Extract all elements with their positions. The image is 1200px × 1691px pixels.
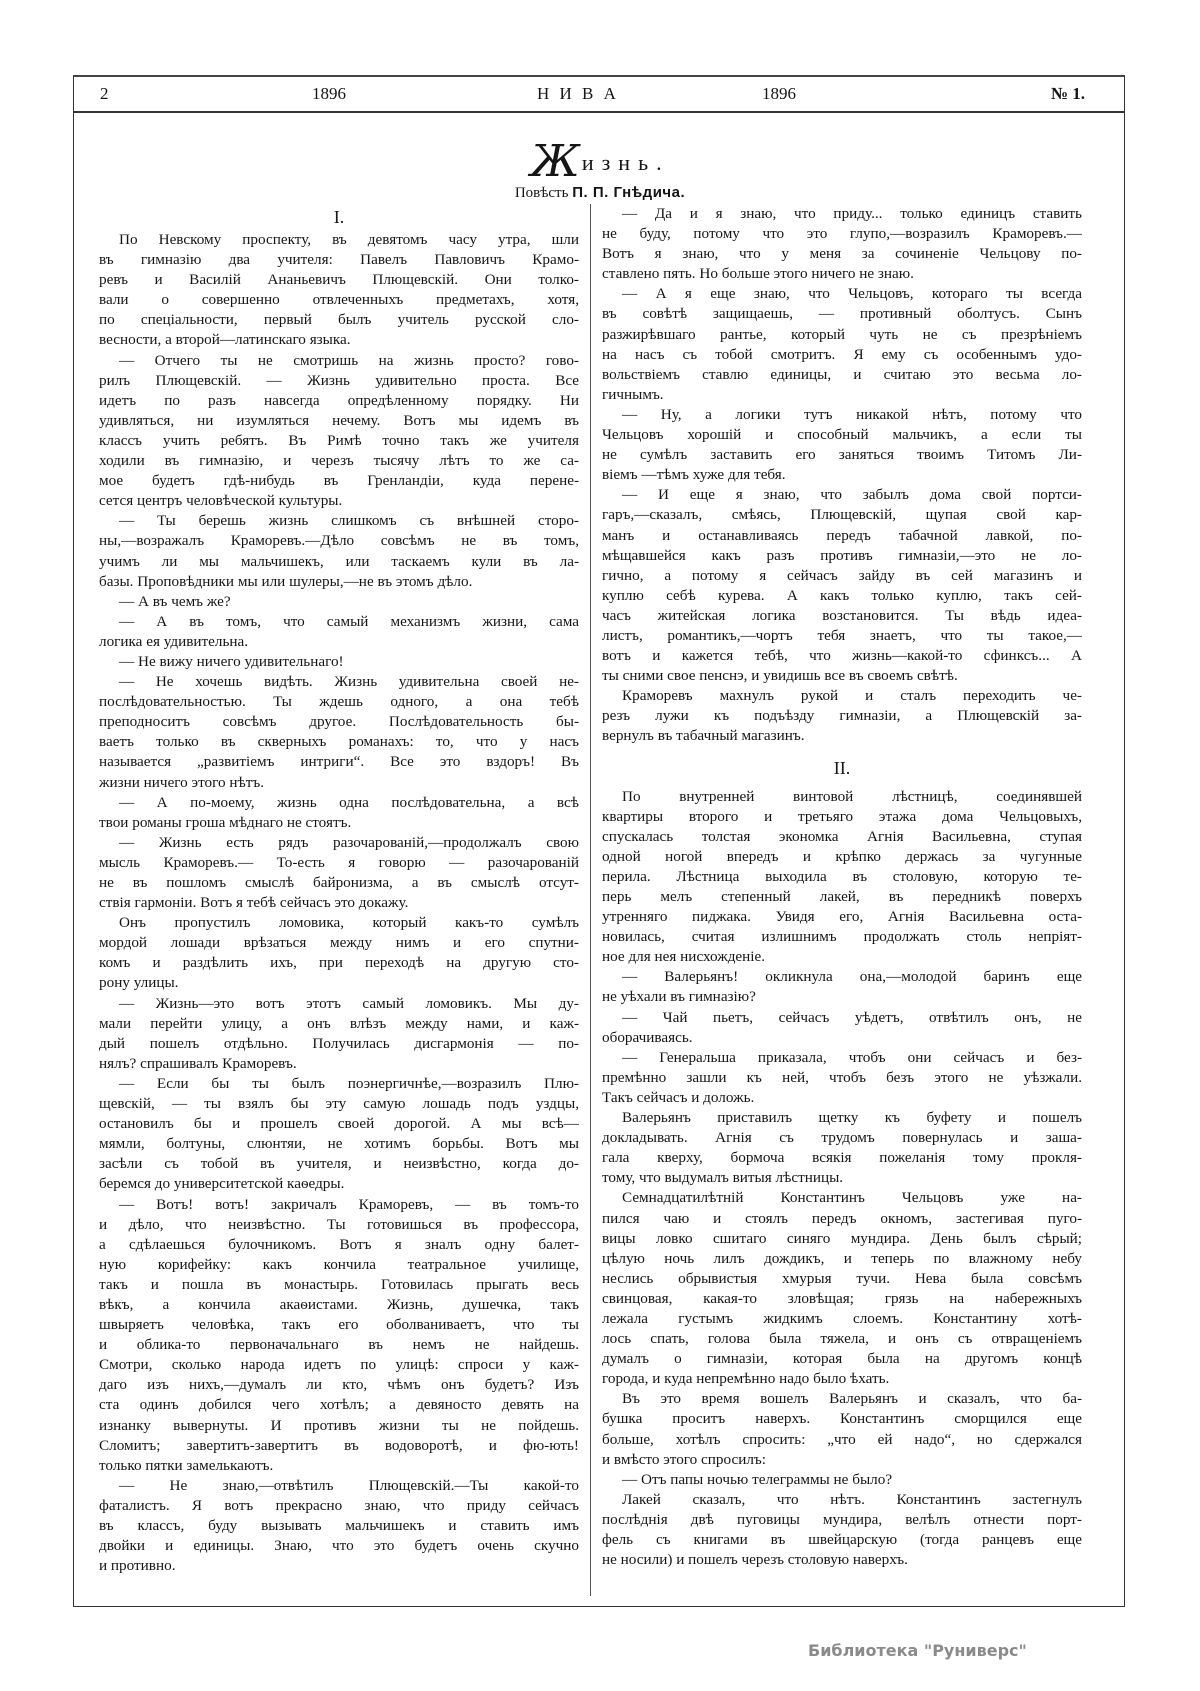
text-line: — И еще я знаю, что забылъ дома свой портси- [622,486,1082,504]
library-watermark: Библиотека "Руниверс" [808,1641,1027,1660]
text-line: манъ и останавливаясь передъ табачной лавкой, по- [602,526,1082,544]
header-rule [73,111,1125,113]
text-line: гичнымъ. [602,385,664,403]
text-line: рону улицы. [99,974,179,992]
text-line: — Отчего ты не смотришь на жизнь просто? гово- [119,351,579,369]
text-line: твои романы гроша мѣднаго не стоятъ. [99,813,352,831]
text-line: учимъ ли мы мальчишекъ, или таскаемъ кули въ ла- [99,552,579,570]
text-line: новилась, считая излишнимъ продолжать столь непріят- [602,928,1082,946]
text-line: швыряетъ человѣка, такъ его оболваниваетъ, что ты [99,1316,579,1334]
paragraph [602,1188,1082,1389]
text-line: мѣщавшейся какъ разъ противъ гимназіи,—это не ло- [602,546,1082,564]
section-heading-1: I. [333,207,345,227]
text-line: называется „развитіемъ интриги“. Все это вздоръ! Въ [99,753,579,771]
text-line: Сломитъ; завертитъ-завертитъ въ водоворотѣ, и фю-ють! [99,1436,579,1454]
text-line: квартиры второго и третьяго этажа дома Чельцовыхъ, [602,807,1082,825]
paragraph [602,1108,1082,1188]
text-line: Смотри, сколько народа идетъ по улицѣ: спроси у каж- [99,1356,579,1374]
paragraph [99,1195,579,1476]
text-line: Лакей сказалъ, что нѣтъ. Константинъ застегнулъ [622,1490,1082,1508]
text-line: комъ и раздѣлить ихъ, при переходѣ на другую сто- [99,954,579,972]
text-line: беремся до университетской каѳедры. [99,1175,345,1193]
text-line: листъ, романтикъ,—чортъ тебя знаетъ, что ты такое,— [602,626,1082,644]
paragraph [99,994,579,1074]
title-initial: Ж [530,136,582,187]
text-line: и вмѣсто этого спросилъ: [602,1450,767,1468]
text-line: — Чай пьетъ, сейчасъ уѣдетъ, отвѣтилъ онъ, не [622,1008,1082,1026]
text-line: больше, хотѣлъ спросить: „что ей надо“, но сдержался [602,1430,1082,1448]
title-rest: изнь. [581,150,670,175]
text-line: Онъ пропустилъ ломовика, который какъ-то сумѣлъ [119,914,579,932]
text-line: — Да и я знаю, что приду... только единицъ ставить [622,205,1082,222]
paragraph [99,1476,579,1576]
paragraph [99,652,579,672]
text-line: идетъ по разъ навсегда опредѣленному порядку. Ни [99,391,579,409]
text-line: Чельцовъ хорошій и способный мальчикъ, а если ты [602,426,1082,444]
paragraph [99,230,579,351]
text-line: Краморевъ махнулъ рукой и сталъ переходить че- [622,687,1082,705]
text-line: вернулъ въ табачный магазинъ. [602,727,805,745]
paragraph [602,1008,1082,1048]
text-line: ваетъ только въ скверныхъ романахъ: то, что у насъ [99,733,579,751]
text-line: перила. Лѣстница выходила въ столовую, которую те- [602,867,1082,885]
text-line: — А я еще знаю, что Чельцовъ, котораго ты всегда [622,285,1082,303]
story-title [0,136,1200,187]
text-line: гала кверху, бормоча всякія пожеланія тому прокля- [602,1149,1082,1167]
text-line: на насъ съ тобой смотритъ. Я ему съ особеннымъ удо- [602,345,1082,363]
text-line: докладывать. Агнія съ трудомъ повернулась и зашa- [602,1129,1082,1147]
byline-author: П. П. Гнѣдича. [572,184,686,201]
paragraph [602,1490,1082,1570]
text-line: — Не знаю,—отвѣтилъ Плющевскій.—Ты какой-то [119,1476,579,1494]
text-line: нялъ? спрашивалъ Краморевъ. [99,1054,297,1072]
text-line: остановилъ бы и прошелъ своей дорогой. А мы всѣ— [99,1115,579,1133]
text-line: по спеціальности, первый былъ учитель русской сло- [99,311,579,329]
text-line: мысль Краморевъ.— То-есть я говорю — разочарованій [99,853,579,871]
text-line: дый пошелъ отдѣльно. Получилась дисгармонія — по- [99,1034,579,1052]
journal-title: Н И В А [537,84,619,103]
text-line: двойки и единицы. Знаю, что это будетъ очень скучно [99,1537,579,1555]
text-line: фаталистъ. Я вотъ прекрасно знаю, что приду сейчасъ [99,1496,579,1514]
year-right: 1896 [762,84,796,103]
text-line: — Валерьянъ! окликнула она,—молодой баринъ еще [622,968,1082,986]
text-line: — Если бы ты былъ поэнергичнѣе,—возразилъ Плю- [119,1074,579,1092]
text-line: въ классъ, буду вызывать мальчишекъ и ставить имъ [99,1517,579,1534]
section-heading-2: II. [833,757,851,778]
text-line: такъ и пошла въ монастырь. Готовилась прыгать весь [99,1275,579,1293]
text-line: ходили въ гимназію, и черезъ тысячу лѣтъ то же са- [99,452,579,470]
text-line: — Жизнь есть рядъ разочарованій,—продолжалъ свою [119,833,579,851]
text-line: разжирѣвшаго рантье, который чуть не съ презрѣніемъ [602,325,1082,343]
text-line: тому, что выдумалъ витыя лѣстницы. [602,1169,844,1187]
text-line: послѣдовательностью. Ты ждешь одного, а она тебѣ [99,693,579,711]
right-column [602,204,1082,1570]
text-line: послѣднія двѣ пуговицы мундира, велѣлъ отнести порт- [602,1510,1082,1528]
text-line: — Отъ папы ночью телеграммы не было? [622,1470,893,1488]
text-line: віемъ —тѣмъ хуже для тебя. [602,466,786,484]
byline [0,184,1200,202]
text-line: думалъ о гимназіи, которая была на другомъ концѣ [602,1350,1082,1368]
text-line: вѣкъ, а кончила акаѳистами. Жизнь, душечка, такъ [99,1295,579,1313]
text-line: По внутренней винтовой лѣстницѣ, соединявшей [622,787,1082,805]
text-line: щевскій, — ты взялъ бы эту самую лошадь подъ уздцы, [99,1095,579,1113]
text-line: премѣнно зашли къ ней, чтобъ безъ этого не уѣзжали. [602,1068,1082,1086]
paragraph [602,284,1082,405]
paragraph [602,1470,1082,1490]
text-line: ставлено пять. Но больше этого ничего не знаю. [602,265,914,283]
text-line: пился чаю и стоялъ передъ окномъ, застегивая пуго- [602,1209,1082,1227]
text-line: лось спать, голова была тяжела, и онъ съ отвращеніемъ [602,1330,1082,1348]
page-number: 2 [100,84,109,103]
text-line: ты сними свое пенснэ, и увидишь все въ своемъ свѣтѣ. [602,667,958,685]
text-line: резъ лужи къ подъѣзду гимназіи, а Плющевскій за- [602,707,1082,725]
running-header [100,84,1085,108]
text-line: Вотъ я знаю, что у меня за сочиненіе Чельцову по- [602,245,1082,263]
text-line: удивляться, ни изумляться нечему. Вотъ мы идемъ въ [99,411,579,429]
paragraph [602,405,1082,485]
paragraph [602,1048,1082,1108]
text-line: не уѣхали въ гимназію? [602,988,756,1006]
paragraph [99,833,579,913]
text-line: — А въ томъ, что самый механизмъ жизни, сама [119,612,579,630]
text-line: весности, а второй—латинскаго языка. [99,331,351,349]
text-line: Такъ сейчасъ и доложь. [602,1088,755,1106]
paragraph [99,351,579,512]
text-line: и противно. [99,1557,176,1575]
text-line: — А по-моему, жизнь одна послѣдовательна, а всѣ [119,793,579,811]
text-line: вицы ловко сшитаго синяго мундира. День былъ сѣрый; [602,1229,1082,1247]
text-line: ную корифейку: какъ кончила театральное училище, [99,1255,579,1273]
text-line: гаръ,—сказалъ, смѣясь, Плющевскій, щупая свой кар- [602,506,1082,524]
text-line: базы. Проповѣдники мы или шулеры,—не въ этомъ дѣло. [99,572,473,590]
text-line: лежала густымъ жидкимъ слоемъ. Константину хотѣ- [602,1309,1082,1327]
text-line: утренняго пиджака. Увидя его, Агнія Васильевна оста- [602,908,1082,926]
text-line: мое будетъ гдѣ-нибудь въ Гренландіи, куда перене- [99,472,579,490]
text-line: не сумѣлъ заставить его заняться твоимъ Титомъ Ли- [602,446,1082,464]
text-line: неслись обрывистыя хмурыя тучи. Нева была совсѣмъ [602,1269,1082,1287]
paragraph [602,967,1082,1007]
text-line: ны,—возражалъ Краморевъ.—Дѣло совсѣмъ не въ томъ, [99,532,579,550]
text-line: перь мелъ степенный лакей, въ передникѣ поверхъ [602,888,1082,905]
text-line: одной ногой впередъ и крѣпко держась за чугунные [602,847,1082,865]
paragraph [602,204,1082,284]
text-line: не носили) и пошелъ черезъ столовую наверхъ. [602,1551,908,1569]
text-line: оборачиваясь. [602,1028,693,1046]
text-line: цѣлую ночь лилъ дождикъ, и теперь по влажному небу [602,1249,1082,1267]
text-line: — Вотъ! вотъ! закричалъ Краморевъ, — въ томъ-то [119,1195,579,1213]
text-line: только пятки замелькаютъ. [99,1456,274,1474]
text-line: свинцовая, какая-то зловѣщая; грязь на набережныхъ [602,1289,1082,1307]
text-line: — Не вижу ничего удивительнаго! [119,652,344,670]
text-line: не въ пошломъ смыслѣ байронизма, а въ смыслѣ отсут- [99,874,579,891]
text-line: бушка проситъ наверхъ. Константинъ сморщился еще [602,1410,1082,1428]
text-line: города, и куда непремѣнно надо было ѣхать. [602,1370,890,1388]
text-line: мямли, болтуны, слюнтяи, не хотимъ борьбы. Вотъ мы [99,1135,579,1153]
paragraph [602,485,1082,686]
text-line: засѣли съ тобой въ учителя, и неизвѣстно, когда до- [99,1155,579,1173]
paragraph [99,612,579,652]
text-line: гично, а потому я сейчасъ зайду въ сей магазинъ и [602,566,1082,584]
text-line: и облика-то первоначальнаго въ немъ не найдешь. [99,1336,579,1354]
text-line: вотъ и кажется тебѣ, что жизнь—какой-то сфинксъ... А [602,647,1082,665]
text-line: изнанку вывернуты. И противъ жизни ты не пойдешь. [99,1416,579,1434]
text-line: преподноситъ совсѣмъ другое. Послѣдовательность бы- [99,713,579,731]
text-line: — Не хочешь видѣть. Жизнь удивительна своей не- [119,673,579,691]
issue-number: № 1. [1050,84,1085,103]
text-line: ревъ и Василій Ананьевичъ Плющевскій. Они толко- [99,271,579,289]
text-line: Семнадцатилѣтній Константинъ Чельцовъ уже на- [622,1189,1082,1207]
text-line: Въ это время вошелъ Валерьянъ и сказалъ, что ба- [622,1390,1082,1408]
text-line: — Жизнь—это вотъ этотъ самый ломовикъ. Мы ду- [119,994,579,1012]
paragraph [99,592,579,612]
paragraph [602,1389,1082,1469]
text-line: — Генеральша приказала, чтобъ они сейчасъ и без- [622,1048,1082,1066]
year-left: 1896 [312,84,346,103]
text-line: вали о совершенно отвлеченныхъ предметахъ, хотя, [99,291,579,309]
paragraph [99,1074,579,1195]
text-line: въ гимназію два учителя: Павелъ Павловичъ Крамо- [99,251,579,269]
text-line: куплю себѣ курева. А какъ только куплю, такъ сей- [602,586,1082,604]
text-line: — Ну, а логики тутъ никакой нѣтъ, потому что [622,405,1082,423]
text-line: сется центръ человѣческой культуры. [99,492,343,510]
text-line: не буду, потому что это глупо,—возразилъ Краморевъ.— [602,225,1082,243]
paragraph [99,511,579,591]
text-line: По Невскому проспекту, въ девятомъ часу утра, шли [119,231,579,248]
paragraph [602,787,1082,968]
paragraph [99,913,579,993]
text-line: — Ты берешь жизнь слишкомъ съ внѣшней сторо- [119,512,579,530]
text-line: а сдѣлаешься булочникомъ. Вотъ я зналъ одну балет- [99,1235,579,1253]
text-line: даго изъ нихъ,—думалъ ли кто, чѣмъ онъ будетъ? Изъ [99,1376,579,1394]
text-line: классъ учить ребятъ. Въ Римѣ точно такъ же учителя [99,431,579,449]
text-line: ствія гармоніи. Вотъ я тебѣ сейчасъ это докажу. [99,894,409,912]
text-line: и дѣло, что неизвѣстно. Ты готовишься въ профессора, [99,1215,579,1233]
left-column [99,204,579,1576]
text-line: логика ея удивительна. [99,632,249,650]
text-line: въ совѣтѣ защищаешь, — противный оболтусъ. Сынъ [602,305,1082,323]
paragraph [99,672,579,793]
text-line: вольствіемъ ставлю единицы, и считаю это весьма ло- [602,365,1082,383]
text-line: рилъ Плющевскій. — Жизнь удивительно проста. Все [99,371,579,389]
column-divider [590,204,591,1596]
text-line: ста одинъ добился чего хотѣлъ; а девяносто девять на [99,1396,579,1414]
text-line: мали перейти улицу, а онъ влѣзъ между нами, и каж- [99,1014,579,1032]
text-line: — А въ чемъ же? [119,592,231,610]
byline-prefix: Повѣсть [514,185,569,201]
text-line: ное для нея нисхожденіе. [602,948,766,966]
paragraph [602,686,1082,746]
text-line: жизни ничего этого нѣтъ. [99,773,265,791]
text-line: часъ житейская логика возстановится. Ты вѣдь идеа- [602,606,1082,624]
text-line: мордой лошади врѣзаться между нимъ и его спутни- [99,934,579,952]
text-line: фель съ книгами въ швейцарскую (тогда ранцевъ еще [602,1531,1082,1548]
text-line: спускалась толстая экономка Агнія Васильевна, ступая [602,827,1082,845]
paragraph [99,793,579,833]
text-line: Валерьянъ приставилъ щетку къ буфету и пошелъ [622,1109,1082,1127]
